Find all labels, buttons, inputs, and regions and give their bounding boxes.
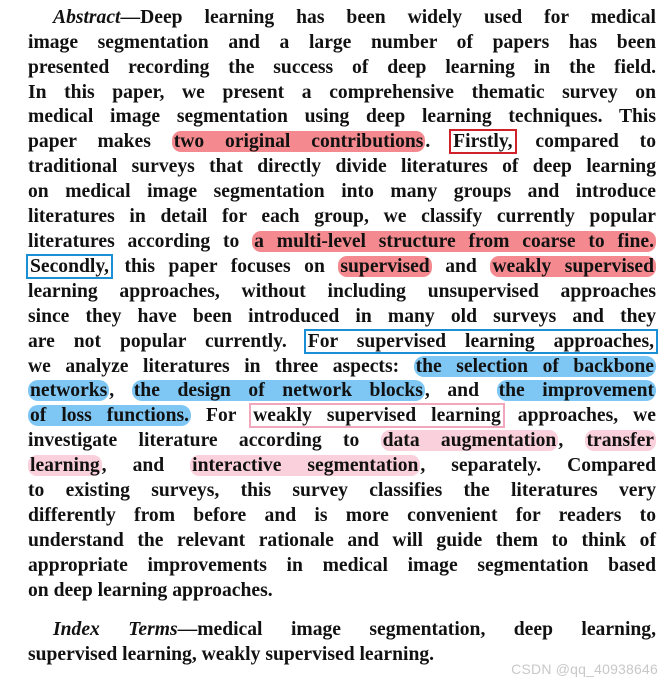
abstract-line-13: since they have been introduced in many old surveys and they xyxy=(28,306,656,327)
abstract-line-18: investigate literature according to data augmentation , transfer xyxy=(28,430,654,451)
abstract-line-6: paper makes two original contributions . Firstly, compared to xyxy=(28,131,657,152)
index-terms-line-2: supervised learning, weakly supervised learning. xyxy=(28,644,435,665)
highlight-supervised: supervised xyxy=(340,256,430,277)
abstract-line-1: Abstract—Deep learning has been widely used for medical xyxy=(53,7,656,28)
abstract-line-2: image segmentation and a large number of papers has been xyxy=(28,32,656,53)
abstract-line-20: to existing surveys, this survey classifies the literatures very xyxy=(28,480,656,501)
highlight-data-augmentation: data augmentation xyxy=(382,430,557,451)
abstract-line-7: traditional surveys that directly divide literatures of deep learning xyxy=(28,156,656,177)
abstract-line-8: on medical image segmentation into many groups and introduce xyxy=(28,181,656,202)
box-secondly: Secondly, xyxy=(30,256,109,277)
abstract-line-17: of loss functions. For weakly supervised learning approaches, we xyxy=(30,405,656,426)
box-firstly: Firstly, xyxy=(453,131,513,152)
highlight-improvement: the improvement xyxy=(498,380,654,401)
abstract-line-22: understand the relevant rationale and will guide them to think of xyxy=(28,530,656,551)
abstract-line-3: presented recording the success of deep learning in the field. xyxy=(28,57,656,78)
highlight-transfer: transfer xyxy=(586,430,654,451)
highlight-networks: networks xyxy=(30,380,108,401)
abstract-line-11: Secondly, this paper focuses on supervised and weakly supervised xyxy=(30,256,654,277)
abstract-line-14: are not popular currently. For supervised learning approaches, xyxy=(28,331,654,352)
watermark: CSDN @qq_40938646 xyxy=(511,661,658,677)
abstract-line-23: appropriate improvements in medical image segmentation based xyxy=(28,555,656,576)
index-terms-label: Index Terms xyxy=(53,619,178,640)
abstract-line-12: learning approaches, without including unsupervised approaches xyxy=(28,281,656,302)
index-terms-line-1: Index Terms—medical image segmentation, deep learning, xyxy=(53,619,656,640)
abstract-line-4: In this paper, we present a comprehensive thematic survey on xyxy=(28,82,656,103)
box-supervised-approaches: For supervised learning approaches, xyxy=(307,331,654,352)
abstract-line-10: literatures according to a multi-level structure from coarse to fine. xyxy=(28,231,654,252)
abstract-line-5: medical image segmentation using deep learning techniques. This xyxy=(28,106,656,127)
abstract-line-9: literatures in detail for each group, we classify currently popular xyxy=(28,206,656,227)
highlight-multi-level-structure: a multi-level structure from coarse to fine. xyxy=(254,231,654,252)
abstract-line-16: networks , the design of network blocks , and the improvement xyxy=(30,380,654,401)
abstract-line-19: learning , and interactive segmentation , separately. Compared xyxy=(30,455,656,476)
highlight-loss-functions: of loss functions. xyxy=(30,405,189,426)
highlight-backbone-selection: the selection of backbone xyxy=(415,356,654,377)
abstract-line-15: we analyze literatures in three aspects: the selection of backbone xyxy=(28,356,654,377)
abstract-label: Abstract xyxy=(53,7,121,28)
abstract-line-24: on deep learning approaches. xyxy=(28,580,273,601)
highlight-interactive-segmentation: interactive segmentation xyxy=(192,455,419,476)
abstract-line-21: differently from before and is more convenient for readers to xyxy=(28,505,656,526)
highlight-network-blocks: the design of network blocks xyxy=(133,380,423,401)
highlight-weakly-supervised: weakly supervised xyxy=(492,256,654,277)
highlight-two-contributions: two original contributions xyxy=(173,131,424,152)
box-weakly-supervised-learning: weakly supervised learning xyxy=(253,405,501,426)
highlight-learning: learning xyxy=(30,455,100,476)
